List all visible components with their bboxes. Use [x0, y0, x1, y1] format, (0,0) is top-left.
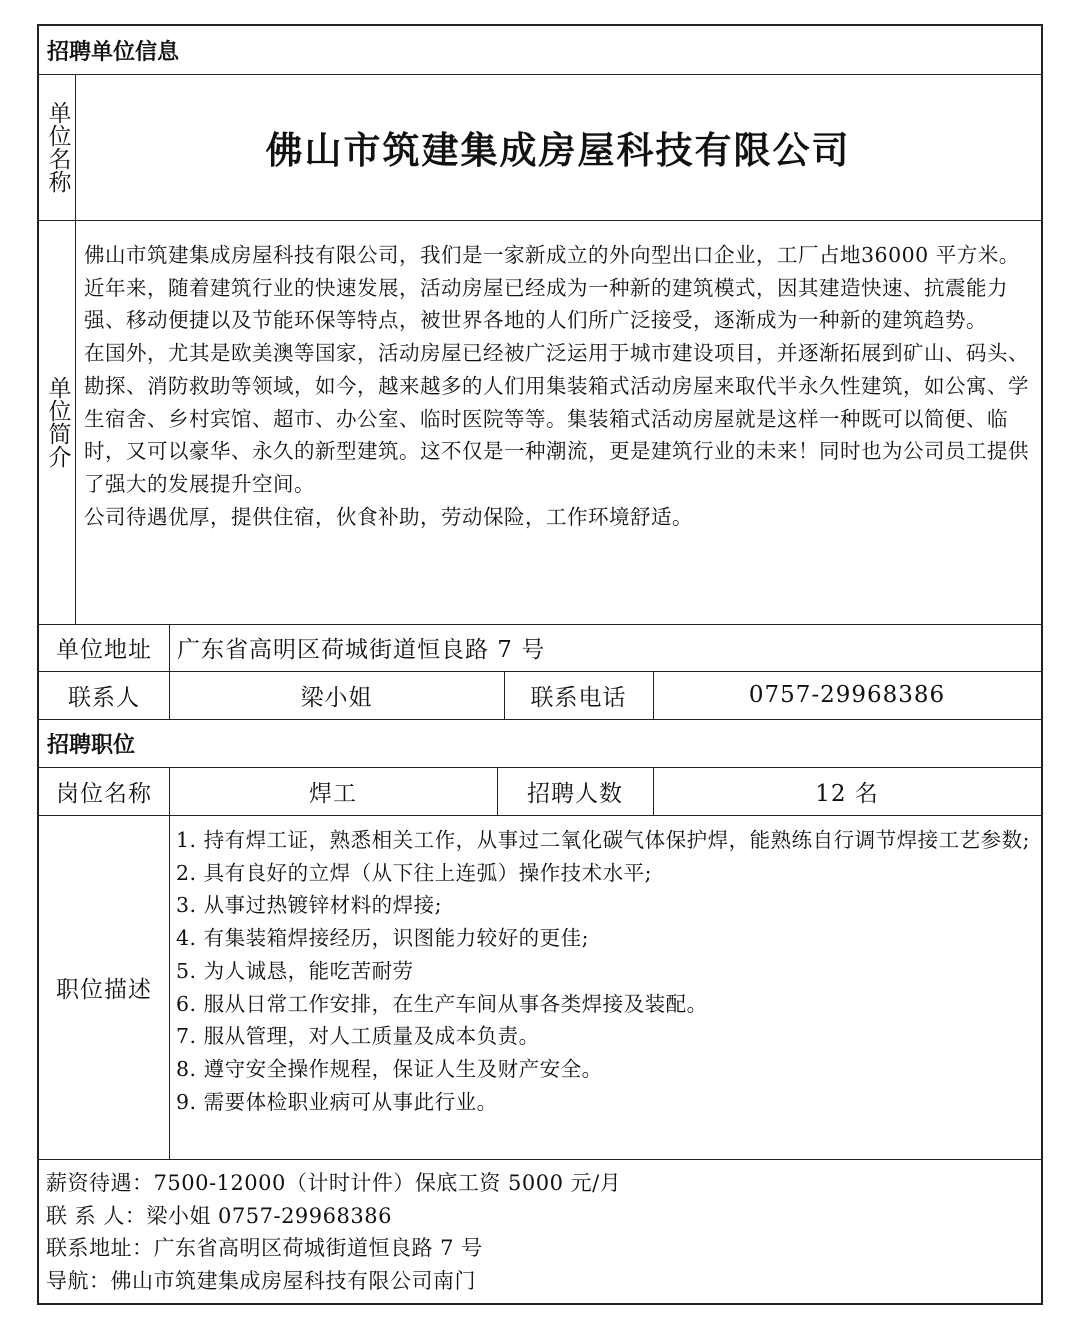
- section-title-company: 招聘单位信息: [47, 39, 180, 65]
- list-item: 2. 具有良好的立焊（从下往上连弧）操作技术水平;: [176, 860, 652, 885]
- footer-navigation: 导航：佛山市筑建集成房屋科技有限公司南门: [46, 1268, 476, 1293]
- headcount-label: 招聘人数: [527, 780, 623, 807]
- company-intro-label-cell: [39, 220, 75, 624]
- footer-contact: 联 系 人：梁小姐 0757-29968386: [46, 1203, 392, 1228]
- divider: [39, 220, 1041, 221]
- intro-paragraph: 公司待遇优厚，提供住宿，伙食补助，劳动保险，工作环境舒适。: [84, 504, 693, 529]
- contact-value: 梁小姐: [300, 684, 373, 711]
- position-name-value: 焊工: [309, 780, 357, 807]
- list-item: 5. 为人诚恳，能吃苦耐劳: [176, 958, 414, 983]
- company-name: 佛山市筑建集成房屋科技有限公司: [265, 129, 851, 172]
- intro-paragraph: 佛山市筑建集成房屋科技有限公司，我们是一家新成立的外向型出口企业，工厂占地36000 平方米。: [84, 243, 1020, 267]
- footer-info: [46, 1167, 1036, 1297]
- company-intro: [84, 239, 1039, 533]
- list-item: 6. 服从日常工作安排，在生产车间从事各类焊接及装配。: [176, 991, 708, 1016]
- intro-paragraph: 近年来，随着建筑行业的快速发展，活动房屋已经成为一种新的建筑模式，因其建造快速、抗震能力强、移动便捷以及节能环保等特点，被世界各地的人们所广泛接受，逐渐成为一种新的建筑趋势。: [84, 275, 1008, 333]
- position-desc-list: [176, 824, 1038, 1118]
- footer-salary: 薪资待遇：7500-12000（计时计件）保底工资 5000 元/月: [46, 1171, 622, 1195]
- list-item: 9. 需要体检职业病可从事此行业。: [176, 1089, 498, 1114]
- list-item: 8. 遵守安全操作规程，保证人生及财产安全。: [176, 1056, 603, 1081]
- position-name-label: 岗位名称: [56, 780, 152, 807]
- phone-label: 联系电话: [530, 684, 627, 711]
- recruitment-form: [37, 24, 1043, 1305]
- list-item: 4. 有集装箱焊接经历，识图能力较好的更佳;: [176, 926, 589, 951]
- headcount-value: 12 名: [815, 780, 879, 807]
- company-name-label-cell: [39, 74, 75, 220]
- company-name-label: 单位名称: [44, 101, 71, 193]
- divider: [169, 767, 170, 1159]
- footer-address: 联系地址：广东省高明区荷城街道恒良路 7 号: [46, 1236, 483, 1260]
- address-value: 广东省高明区荷城街道恒良路 7 号: [177, 637, 546, 663]
- phone-value: 0757-29968386: [748, 682, 946, 708]
- divider: [39, 1159, 1041, 1160]
- company-intro-label: 单位简介: [44, 376, 71, 468]
- position-desc-label: 职位描述: [56, 976, 152, 1003]
- address-label: 单位地址: [56, 637, 152, 663]
- contact-label: 联系人: [68, 684, 140, 711]
- divider: [39, 815, 1041, 816]
- list-item: 3. 从事过热镀锌材料的焊接;: [176, 893, 442, 918]
- list-item: 7. 服从管理，对人工质量及成本负责。: [176, 1024, 540, 1049]
- list-item: 1. 持有焊工证，熟悉相关工作，从事过二氧化碳气体保护焊，能熟练自行调节焊接工艺参数;: [176, 828, 1030, 852]
- section-title-position: 招聘职位: [47, 732, 136, 758]
- intro-paragraph: 在国外，尤其是欧美澳等国家，活动房屋已经被广泛运用于城市建设项目，并逐渐拓展到矿山、码头、勘探、消防救助等领域，如今，越来越多的人们用集装箱式活动房屋来取代半永久性建筑，如公寓、学生宿舍、乡村宾馆、超市、办公室、临时医院等等。集装箱式活动房屋就是这样一种既可以简便、临时，又可以豪华、永久的新型建筑。这不仅是一种潮流，更是建筑行业的未来！同时也为公司员工提供了强大的发展提升空间。: [84, 341, 1029, 496]
